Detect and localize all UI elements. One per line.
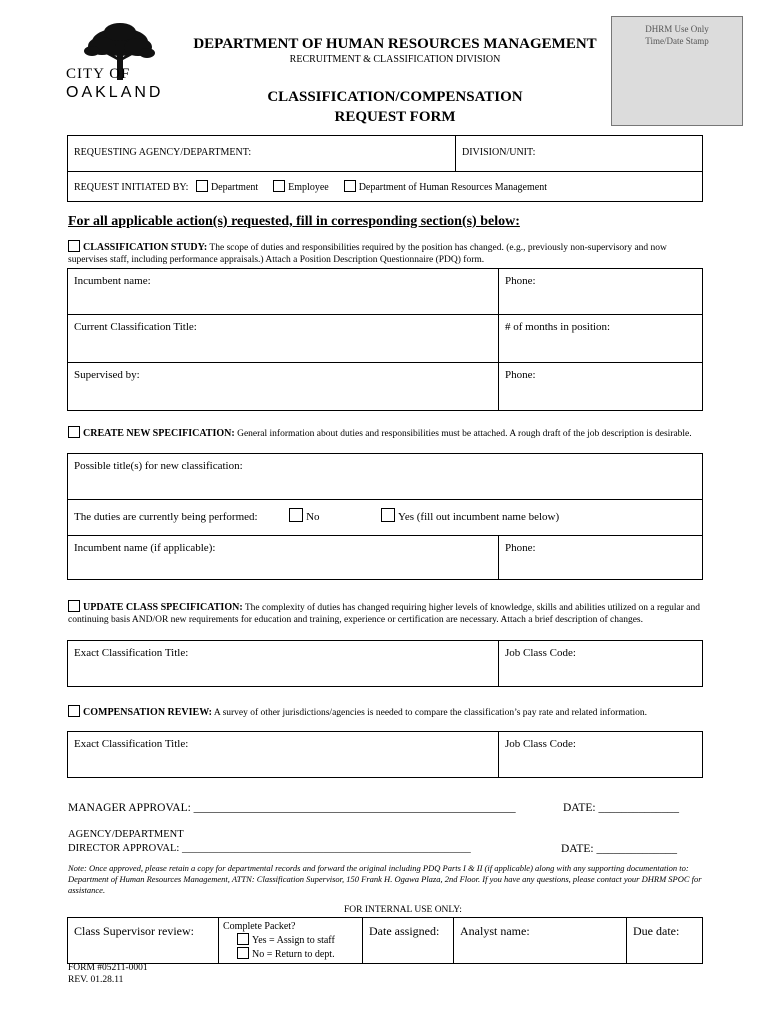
agency-label: REQUESTING AGENCY/DEPARTMENT: (74, 147, 252, 158)
approval-note: Note: Once approved, please retain a copy for departmental records and forward the original including PDQ Parts I & II (if applicable) along with any supporting documentation to: Department of Human Resources Management, ATTN: Classification Supervisor, 150 Frank H. Ogawa Plaza, 2nd Floor. If you have any questions, please contact your DHRM SPOC for assistance. (68, 863, 702, 895)
update-spec-table (67, 640, 703, 687)
new-spec-desc (68, 426, 708, 440)
classification-study-title: CLASSIFICATION STUDY: (83, 242, 208, 253)
possible-title-label: Possible title(s) for new classification: (74, 460, 243, 472)
internal-use-table (67, 917, 703, 964)
complete-packet-label: Complete Packet? (223, 921, 296, 932)
new-spec-table (67, 453, 703, 580)
comp-review-text: A survey of other jurisdictions/agencies is needed to compare the classification’s pay rate and related information. (213, 708, 648, 718)
due-date-label: Due date: (633, 924, 680, 938)
logo-oakland-text: OAKLAND (66, 84, 164, 101)
update-job-code-label: Job Class Code: (505, 647, 576, 659)
supervised-by-field[interactable] (68, 363, 499, 411)
form-number: FORM #05211-0001 (68, 963, 148, 973)
months-field[interactable] (499, 315, 703, 363)
comp-review-title: COMPENSATION REVIEW: (83, 707, 212, 718)
internal-use-label: FOR INTERNAL USE ONLY: (344, 905, 462, 915)
duties-label: The duties are currently being performed: (74, 511, 258, 523)
new-spec-title: CREATE NEW SPECIFICATION: (83, 428, 235, 439)
new-spec-text: General information about duties and responsibilities must be attached. A rough draft of the job description is desirable. (237, 429, 692, 439)
division-label: DIVISION/UNIT: (462, 147, 536, 158)
employee-checkbox[interactable] (273, 180, 285, 192)
classification-study-table (67, 268, 703, 411)
comp-job-code-field[interactable] (499, 732, 703, 778)
packet-no-label: No = Return to dept. (252, 949, 335, 960)
manager-approval-line[interactable]: MANAGER APPROVAL: ________________________________________________________ (68, 802, 516, 814)
stamp-line-2: Time/Date Stamp (645, 36, 709, 46)
division-field[interactable] (456, 136, 703, 172)
possible-title-field[interactable] (68, 454, 703, 500)
division-subtitle: RECRUITMENT & CLASSIFICATION DIVISION (289, 54, 501, 65)
class-supervisor-review-cell (68, 918, 219, 964)
form-number-block (68, 962, 148, 986)
due-date-cell[interactable] (627, 918, 703, 964)
update-spec-title: UPDATE CLASS SPECIFICATION: (83, 602, 243, 613)
duties-yes-checkbox[interactable] (381, 508, 395, 522)
agency-field[interactable] (68, 136, 456, 172)
new-spec-incumbent-field[interactable] (68, 536, 499, 580)
form-title-line-1: CLASSIFICATION/COMPENSATION (267, 89, 523, 105)
supervisor-phone-field[interactable] (499, 363, 703, 411)
duties-yes-label: Yes (fill out incumbent name below) (398, 511, 560, 523)
dhrm-option: Department of Human Resources Management (358, 182, 547, 193)
classification-study-desc (68, 240, 708, 266)
comp-review-table (67, 731, 703, 778)
stamp-line-1: DHRM Use Only (645, 24, 709, 34)
dhrm-stamp-box (611, 16, 743, 126)
packet-yes-checkbox[interactable] (237, 933, 249, 945)
current-class-title-field[interactable] (68, 315, 499, 363)
logo-city-text: CITY OF (66, 66, 131, 82)
months-label: # of months in position: (505, 321, 611, 333)
analyst-name-cell[interactable] (454, 918, 627, 964)
current-class-title-label: Current Classification Title: (74, 321, 197, 333)
update-spec-checkbox[interactable] (68, 600, 80, 612)
update-spec-text: The complexity of duties has changed requiring higher levels of knowledge, skills and abilities utilized on a regular and continuing basis AND/OR new requirements for education and training, experience or certification are necessary. Attach a brief description of changes. (68, 603, 700, 625)
comp-exact-title-field[interactable] (68, 732, 499, 778)
date-assigned-label: Date assigned: (369, 924, 440, 938)
complete-packet-cell (219, 918, 363, 964)
duties-no-checkbox[interactable] (289, 508, 303, 522)
supervised-by-label: Supervised by: (74, 369, 140, 381)
class-supervisor-review-label: Class Supervisor review: (74, 924, 194, 938)
incumbent-name-field[interactable] (68, 269, 499, 315)
department-checkbox[interactable] (196, 180, 208, 192)
update-job-code-field[interactable] (499, 641, 703, 687)
packet-no-checkbox[interactable] (237, 947, 249, 959)
update-exact-title-field[interactable] (68, 641, 499, 687)
agency-department-label: AGENCY/DEPARTMENT (68, 829, 184, 840)
department-option: Department (210, 182, 259, 193)
request-table (67, 135, 703, 202)
incumbent-name-label: Incumbent name: (74, 275, 151, 287)
director-approval-line[interactable]: DIRECTOR APPROVAL: _______________________________________________________ (68, 843, 471, 854)
comp-review-desc (68, 705, 708, 719)
manager-date-line[interactable]: DATE: ______________ (563, 802, 679, 814)
classification-study-text: The scope of duties and responsibilities required by the position has changed. (e.g., previously non-supervisory and now supervises staff, including performance appraisals.) Attach a Position Description Questionnaire (PDQ) form. (68, 243, 667, 265)
comp-job-code-label: Job Class Code: (505, 738, 576, 750)
date-assigned-cell[interactable] (363, 918, 454, 964)
comp-review-checkbox[interactable] (68, 705, 80, 717)
phone-field[interactable] (499, 269, 703, 315)
duties-row (68, 500, 703, 536)
new-spec-incumbent-label: Incumbent name (if applicable): (74, 542, 216, 554)
analyst-name-label: Analyst name: (460, 924, 530, 938)
instructions-heading: For all applicable action(s) requested, fill in corresponding section(s) below: (68, 214, 520, 229)
employee-option: Employee (288, 182, 329, 193)
dhrm-checkbox[interactable] (344, 180, 356, 192)
revision-number: REV. 01.28.11 (68, 975, 124, 985)
duties-no-label: No (306, 511, 320, 523)
update-exact-title-label: Exact Classification Title: (74, 647, 189, 659)
department-title: DEPARTMENT OF HUMAN RESOURCES MANAGEMENT (193, 36, 597, 52)
form-title (180, 87, 610, 127)
supervisor-phone-label: Phone: (505, 369, 536, 381)
classification-study-checkbox[interactable] (68, 240, 80, 252)
update-spec-desc (68, 600, 708, 626)
new-spec-phone-label: Phone: (505, 542, 536, 554)
comp-exact-title-label: Exact Classification Title: (74, 738, 189, 750)
initiated-label: REQUEST INITIATED BY: (74, 182, 189, 193)
new-spec-phone-field[interactable] (499, 536, 703, 580)
initiated-row (68, 172, 703, 202)
new-spec-checkbox[interactable] (68, 426, 80, 438)
packet-yes-label: Yes = Assign to staff (252, 935, 335, 946)
form-title-line-2: REQUEST FORM (334, 109, 456, 125)
director-date-line[interactable]: DATE: ______________ (561, 843, 677, 855)
phone-label: Phone: (505, 275, 536, 287)
